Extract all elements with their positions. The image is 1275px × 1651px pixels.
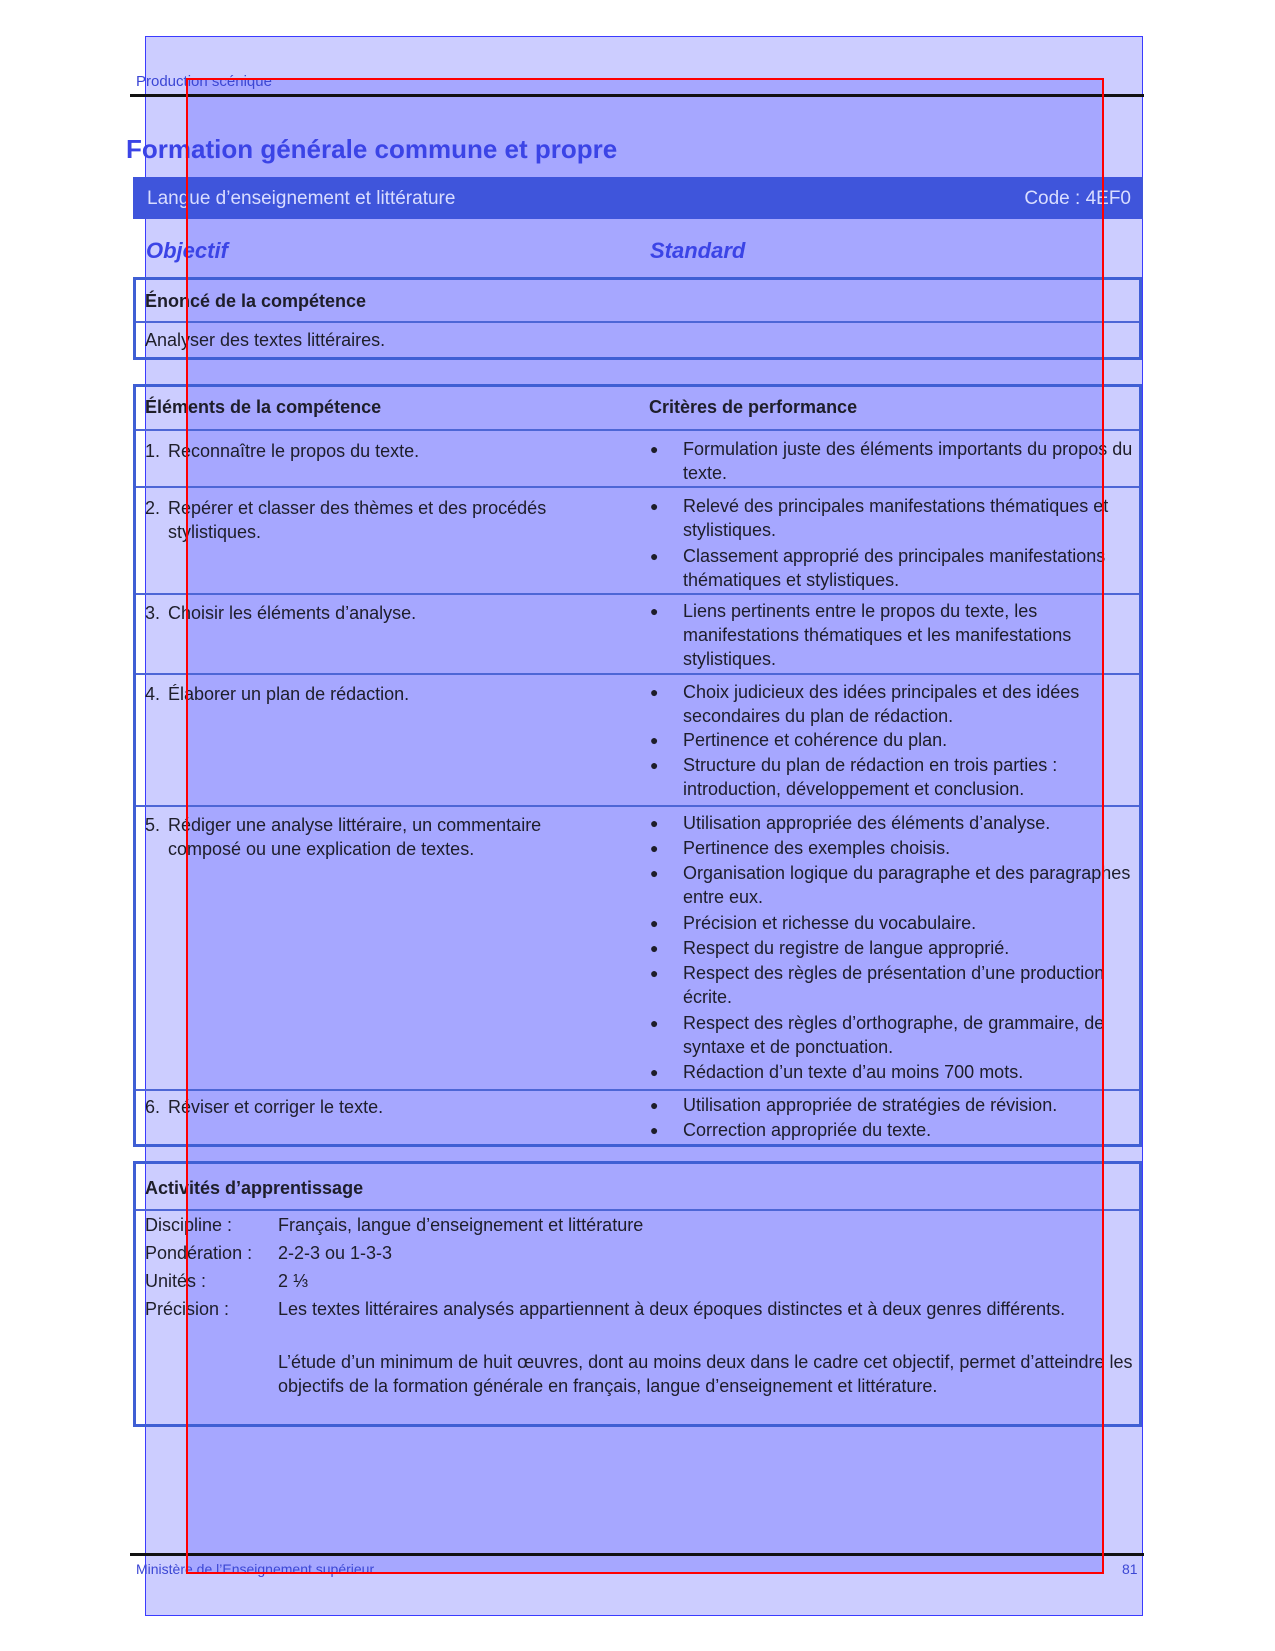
criterion-text: Formulation juste des éléments importants du propos du texte. — [683, 439, 1133, 483]
competence-heading: Énoncé de la compétence — [145, 291, 367, 311]
bullet-icon: ● — [650, 732, 659, 748]
competence-box — [133, 277, 1142, 360]
element-number: 3. — [145, 603, 161, 623]
divider — [136, 1209, 1139, 1211]
divider — [136, 321, 1139, 323]
page-number: 81 — [1122, 1561, 1138, 1577]
bullet-icon: ● — [650, 441, 659, 457]
activities-heading: Activités d’apprentissage — [145, 1178, 364, 1198]
header-rule — [130, 94, 1144, 97]
criterion-text: Précision et richesse du vocabulaire. — [683, 913, 977, 933]
criterion-text: Correction appropriée du texte. — [683, 1120, 932, 1140]
bullet-icon: ● — [650, 840, 659, 856]
divider — [136, 593, 1139, 595]
element-text: Rédiger une analyse littéraire, un commentaire composé ou une explication de textes. — [168, 815, 542, 859]
running-header: Production scénique — [136, 73, 272, 90]
element-text: Réviser et corriger le texte. — [168, 1097, 384, 1117]
elements-box — [133, 384, 1142, 1147]
divider — [136, 673, 1139, 675]
divider — [136, 1089, 1139, 1091]
criterion-text: Pertinence des exemples choisis. — [683, 838, 951, 858]
bullet-icon: ● — [650, 865, 659, 881]
element-text: Repérer et classer des thèmes et des procédés stylistiques. — [168, 498, 547, 542]
criterion-text: Classement approprié des principales manifestations thématiques et stylistiques. — [683, 546, 1106, 590]
objective-heading: Objectif — [146, 238, 228, 263]
discipline-value: Français, langue d’enseignement et littérature — [278, 1215, 644, 1235]
bullet-icon: ● — [650, 498, 659, 514]
course-code: Code : 4EF0 — [1024, 188, 1131, 209]
bullet-icon: ● — [650, 1064, 659, 1080]
competence-statement: Analyser des textes littéraires. — [145, 330, 386, 350]
element-number: 5. — [145, 815, 161, 835]
bullet-icon: ● — [650, 1097, 659, 1113]
standard-heading: Standard — [650, 238, 746, 263]
bullet-icon: ● — [650, 1122, 659, 1138]
precision-text-1: Les textes littéraires analysés appartiennent à deux époques distinctes et à deux genres différents. — [278, 1299, 1066, 1319]
bullet-icon: ● — [650, 915, 659, 931]
bullet-icon: ● — [650, 815, 659, 831]
element-text: Choisir les éléments d’analyse. — [168, 603, 417, 623]
precision-text-2: L’étude d’un minimum de huit œuvres, dont au moins deux dans le cadre cet objectif, permet d’atteindre les objectifs de la formation générale en français, langue d’enseignement et littérature. — [278, 1352, 1133, 1396]
criterion-text: Respect du registre de langue approprié. — [683, 938, 1010, 958]
bullet-icon: ● — [650, 940, 659, 956]
element-number: 2. — [145, 498, 161, 518]
footer-ministry: Ministère de l’Enseignement supérieur — [136, 1561, 375, 1577]
criterion-text: Organisation logique du paragraphe et des paragraphes entre eux. — [683, 863, 1131, 907]
units-value: 2 ⅓ — [278, 1271, 309, 1291]
criterion-text: Structure du plan de rédaction en trois parties : introduction, développement et conclusion. — [683, 755, 1058, 799]
bullet-icon: ● — [650, 548, 659, 564]
ponderation-label: Pondération : — [145, 1243, 253, 1263]
criterion-text: Pertinence et cohérence du plan. — [683, 730, 948, 750]
criterion-text: Respect des règles d’orthographe, de grammaire, de syntaxe et de ponctuation. — [683, 1013, 1105, 1057]
discipline-label: Discipline : — [145, 1215, 233, 1235]
element-number: 4. — [145, 684, 161, 704]
bullet-icon: ● — [650, 603, 659, 619]
element-text: Élaborer un plan de rédaction. — [168, 684, 410, 704]
criterion-text: Respect des règles de présentation d’une production écrite. — [683, 963, 1105, 1007]
bullet-icon: ● — [650, 965, 659, 981]
footer-rule — [130, 1553, 1144, 1556]
criterion-text: Relevé des principales manifestations thématiques et stylistiques. — [683, 496, 1109, 540]
page-title: Formation générale commune et propre — [126, 134, 618, 164]
divider — [136, 805, 1139, 807]
bullet-icon: ● — [650, 757, 659, 773]
ponderation-value: 2-2-3 ou 1-3-3 — [278, 1243, 393, 1263]
precision-label: Précision : — [145, 1299, 230, 1319]
element-text: Reconnaître le propos du texte. — [168, 441, 420, 461]
element-number: 6. — [145, 1097, 161, 1117]
criterion-text: Rédaction d’un texte d’au moins 700 mots. — [683, 1062, 1024, 1082]
criteria-heading: Critères de performance — [649, 397, 858, 417]
divider — [136, 429, 1139, 431]
activities-box — [133, 1161, 1142, 1427]
units-label: Unités : — [145, 1271, 207, 1291]
criterion-text: Utilisation appropriée de stratégies de révision. — [683, 1095, 1058, 1115]
course-name: Langue d’enseignement et littérature — [147, 188, 456, 209]
course-bar — [133, 177, 1143, 219]
divider — [136, 486, 1139, 488]
criterion-text: Choix judicieux des idées principales et des idées secondaires du plan de rédaction. — [683, 682, 1080, 726]
elements-heading: Éléments de la compétence — [145, 397, 382, 417]
criterion-text: Utilisation appropriée des éléments d’analyse. — [683, 813, 1051, 833]
bullet-icon: ● — [650, 684, 659, 700]
element-number: 1. — [145, 441, 161, 461]
criterion-text: Liens pertinents entre le propos du texte, les manifestations thématiques et les manifestations stylistiques. — [683, 601, 1072, 669]
bullet-icon: ● — [650, 1015, 659, 1031]
